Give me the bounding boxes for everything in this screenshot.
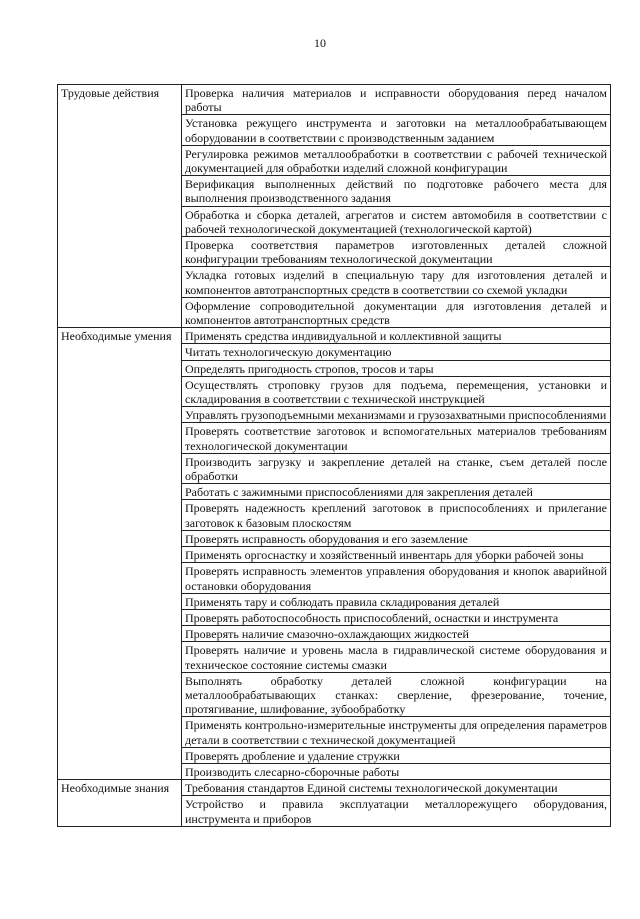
requirement-item: Определять пригодность стропов, тросов и тары <box>182 360 611 376</box>
requirement-item: Применять оргоснастку и хозяйственный инвентарь для уборки рабочей зоны <box>182 547 611 563</box>
table-row <box>58 328 611 344</box>
requirement-item: Требования стандартов Единой системы технологической документации <box>182 780 611 796</box>
requirement-item: Проверять надежность креплений заготовок в приспособлениях и прилегание заготовок к базовым плоскостям <box>182 500 611 530</box>
requirement-item: Проверять наличие и уровень масла в гидравлической системе оборудования и техническое состояние системы смазки <box>182 642 611 672</box>
requirement-item: Выполнять обработку деталей сложной конфигурации на металлообрабатывающих станках: сверление, фрезерование, точение, протягивание, шлифование, зубообработку <box>182 672 611 717</box>
section-label: Необходимые умения <box>58 328 182 780</box>
requirement-item: Устройство и правила эксплуатации металлорежущего оборудования, инструмента и приборов <box>182 796 611 826</box>
requirement-item: Оформление сопроводительной документации для изготовления деталей и компонентов автотранспортных средств <box>182 297 611 327</box>
competency-table-body <box>58 85 611 827</box>
requirement-item: Проверять наличие смазочно-охлаждающих жидкостей <box>182 626 611 642</box>
requirement-item: Управлять грузоподъемными механизмами и грузозахватными приспособлениями <box>182 407 611 423</box>
requirement-item: Установка режущего инструмента и заготовки на металлообрабатывающем оборудовании в соответствии с производственным заданием <box>182 115 611 145</box>
table-row <box>58 780 611 796</box>
section-label: Необходимые знания <box>58 780 182 827</box>
page-number: 10 <box>314 36 326 50</box>
requirement-item: Осуществлять строповку грузов для подъема, перемещения, установки и складирования в соответствии с технической инструкцией <box>182 376 611 406</box>
requirement-item: Проверка наличия материалов и исправности оборудования перед началом работы <box>182 85 611 115</box>
requirement-item: Работать с зажимными приспособлениями для закрепления деталей <box>182 484 611 500</box>
table-row <box>58 85 611 115</box>
requirement-item: Проверять работоспособность приспособлений, оснастки и инструмента <box>182 609 611 625</box>
requirement-item: Применять контрольно-измерительные инструменты для определения параметров детали в соответствии с технической документацией <box>182 717 611 747</box>
requirement-item: Читать технологическую документацию <box>182 344 611 360</box>
competency-table <box>57 84 611 827</box>
requirement-item: Проверка соответствия параметров изготовленных деталей сложной конфигурации требованиям технологической документации <box>182 237 611 267</box>
requirement-item: Производить слесарно-сборочные работы <box>182 763 611 779</box>
requirement-item: Применять средства индивидуальной и коллективной защиты <box>182 328 611 344</box>
requirement-item: Проверять соответствие заготовок и вспомогательных материалов требованиям технологической документации <box>182 423 611 453</box>
requirement-item: Проверять исправность оборудования и его заземление <box>182 530 611 546</box>
requirement-item: Проверять исправность элементов управления оборудования и кнопок аварийной остановки оборудования <box>182 563 611 593</box>
requirement-item: Укладка готовых изделий в специальную тару для изготовления деталей и компонентов автотранспортных средств в соответствии со схемой укладки <box>182 267 611 297</box>
requirement-item: Применять тару и соблюдать правила складирования деталей <box>182 593 611 609</box>
requirement-item: Проверять дробление и удаление стружки <box>182 747 611 763</box>
requirement-item: Производить загрузку и закрепление деталей на станке, съем деталей после обработки <box>182 453 611 483</box>
requirement-item: Обработка и сборка деталей, агрегатов и систем автомобиля в соответствии с рабочей технологической документацией (технологической картой) <box>182 206 611 236</box>
requirement-item: Регулировка режимов металлообработки в соответствии с рабочей технической документацией для обработки изделий сложной конфигурации <box>182 145 611 175</box>
requirement-item: Верификация выполненных действий по подготовке рабочего места для выполнения производственного задания <box>182 176 611 206</box>
section-label: Трудовые действия <box>58 85 182 328</box>
